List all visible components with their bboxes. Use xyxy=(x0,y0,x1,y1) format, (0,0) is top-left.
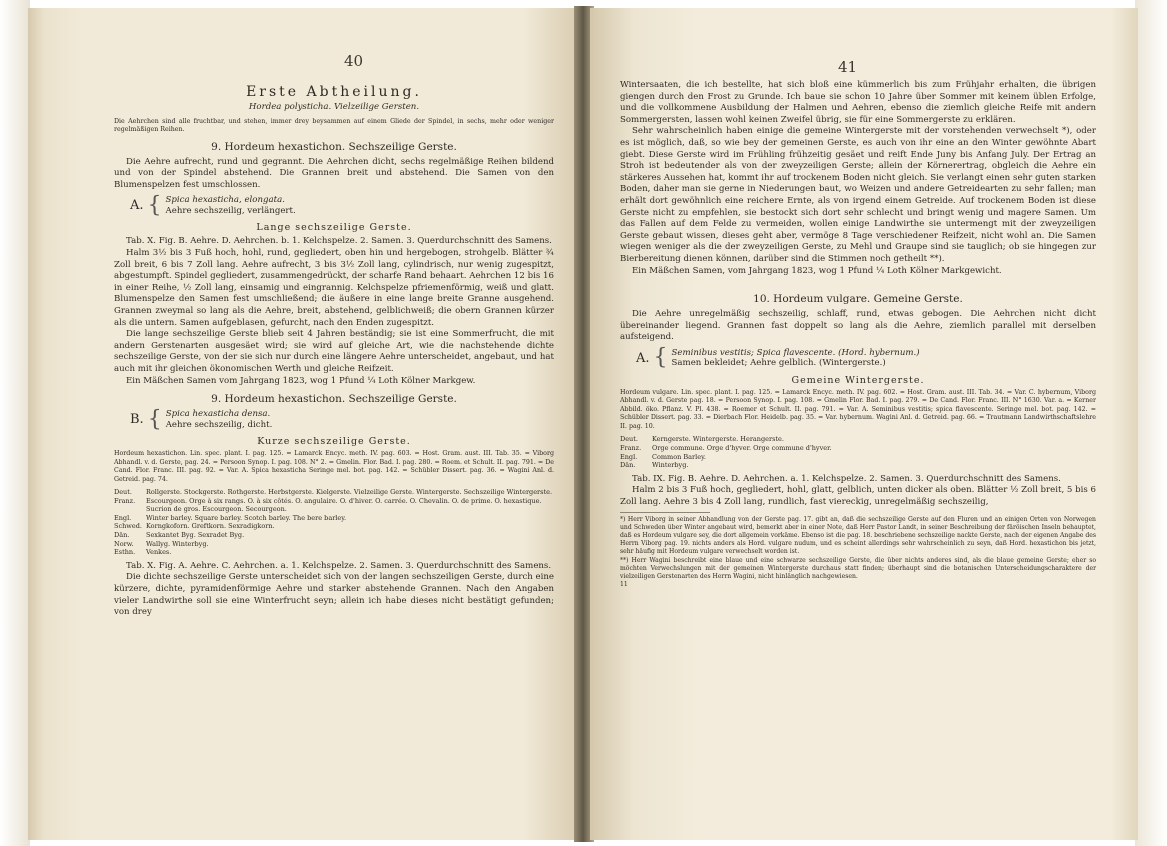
variety-german: Aehre sechszeilig, verlängert. xyxy=(165,205,296,216)
variety-heading: Lange sechszeilige Gerste. xyxy=(256,222,412,234)
variety-letter: A. xyxy=(130,198,144,214)
brace-glyph: { xyxy=(653,345,668,371)
plate-reference: Tab. IX. Fig. B. Aehre. D. Aehrchen. a. 1. Kelchspelze. 2. Samen. 3. Querdurchschnitt des Samens. xyxy=(632,473,1061,484)
plate-reference: Tab. X. Fig. B. Aehre. D. Aehrchen. b. 1. Kelchspelze. 2. Samen. 3. Querdurchschnitt des Samens. xyxy=(126,236,552,247)
name-text: Winter barley. Square barley. Scotch barley. The bere barley. xyxy=(146,513,347,522)
name-text: Sexkantet Byg. Sexradet Byg. xyxy=(146,531,245,540)
name-lang: Esthn. xyxy=(114,548,136,557)
seed-weight: Ein Mäßchen Samen vom Jahrgang 1823, wog 1 Pfund ¼ Loth Kölner Markgew. xyxy=(126,375,476,386)
literature-references: Hordeum vulgare. Lin. spec. plant. I. pag. 125. = Lamarck Encyc. meth. IV. pag. 602. = Host. Gram. aust. III. Tab. 34. = Var. C. hybernum, Viborg Abhandl. v. d. Gerste pag. 18. = Persoon Synop. I. pag. 108. = Gmelin Flor. Bad. I. pag. 279. = De Cand. Flor. Franc. III. N° 1630. Var. a. = Kerner Abbild. öko. Pflanz. V. Pl. 438. = Roemer et Schult. II. pag. 791. = Var. A. Seminibus vestitis; spica flavescente. Seringe mel. bot. pag. 142. = Schübler Dissert. pag. 33. = Dierbach Flor. Heidelb. pag. 35. = Var. hybernum. Wagini Anl. d. Getreid. pag. 66. = Trautmann Landwirthschaftslehre II. pag. 10. xyxy=(620,388,1096,430)
left-page-content xyxy=(114,56,554,619)
variety-german: Samen bekleidet; Aehre gelblich. (Wintergerste.) xyxy=(671,358,886,369)
page-number: 40 xyxy=(344,52,364,70)
variety-letter: B. xyxy=(130,412,144,428)
literature-references: Hordeum hexastichon. Lin. spec. plant. I. pag. 125. = Lamarck Encyc. meth. IV. pag. 603. = Host. Gram. aust. III. Tab. 35. = Viborg Abhandl. v. d. Gerste, pag. 24. = Persoon Synop. I. pag. 108. N° 2. = Gmelin. Flor. Bad. I. pag. 280. = Roem. et Schult. II. pag. 791. = De Cand. Flor. Franc. III. pag. 92. = Var. A. Spica hexasticha Seringe mel. bot. pag. 142. = Schübler Dissert. pag. 36. = Wagini Anl. d. Getreid. pag. 74. xyxy=(114,450,554,483)
seed-weight: Ein Mäßchen Samen, vom Jahrgang 1823, wog 1 Pfund ¼ Loth Kölner Markgewicht. xyxy=(632,265,1002,276)
cultivation-notes: Die lange sechszeilige Gerste blieb seit 4 Jahren beständig; sie ist eine Sommerfrucht, die mit andern Gerstenarten ausgesäet wird; sie wird auf gleiche Art, wie die nachstehende dichte sechszeilige Gerste, von der sie sich nur durch eine längere Aehre unterscheidet, angebaut, und hat auch mit ihr gleichen ökonomischen Werth und gleiche Reifzeit. xyxy=(114,329,554,374)
name-lang: Franz. xyxy=(114,496,136,505)
division-title: Hordea polysticha. Vielzeilige Gersten. xyxy=(248,102,420,112)
name-lang: Norw. xyxy=(114,539,134,548)
name-text: Escourgeon. Orge à six rangs. O. à six côtés. O. angulaire. O. d'hiver. O. carrée. O. Chevalin. O. de prime. O. hexastique. Sucrion de gros. Escourgeon. Secourgeon. xyxy=(146,496,542,514)
name-text: Winterbyg. xyxy=(652,461,689,470)
variety-b-diagnosis xyxy=(130,406,554,432)
variety-german: Aehre sechszeilig, dicht. xyxy=(165,419,273,430)
vernacular-names xyxy=(114,488,554,557)
variety-letter: A. xyxy=(636,350,650,366)
name-text: Wallyg. Winterbyg. xyxy=(146,539,209,548)
variety-latin: Seminibus vestitis; Spica flavescente. (Hord. hybernum.) xyxy=(671,347,920,358)
brace-glyph: { xyxy=(147,192,162,218)
section-heading: Erste Abtheilung. xyxy=(246,84,422,100)
variety-description: Die dichte sechszeilige Gerste unterscheidet sich von der langen sechszeiligen Gerste, durch eine kürzere, dichte, pyramidenförmige Aehre und starker abstehende Grannen. Nach den Angaben vieler Landwirthe soll sie eine Winterfrucht seyn; allein ich habe dieses nicht bestätigt gefunden; von drey xyxy=(114,572,554,618)
species-heading: 9. Hordeum hexastichon. Sechszeilige Gerste. xyxy=(211,140,457,153)
footnote: **) Herr Wagini beschreibt eine blaue und eine schwarze sechszeilige Gerste, die über nichts anderes sind, als die blaue gemeine Gerste; eher so möchten Verwechslungen mit der gemeinen Wintergerste durchaus statt finden; überhaupt sind die botanischen Unterscheidungscharaktere der vielzeiligen Gerstenarten des Herrn Wagini, nicht hinlänglich nachgewiesen. xyxy=(620,556,1096,580)
plate-reference: Tab. X. Fig. A. Aehre. C. Aehrchen. a. 1. Kelchspelze. 2. Samen. 3. Querdurchschnitt des Samens. xyxy=(126,560,552,571)
name-lang: Schwed. xyxy=(114,522,142,531)
variety-latin: Spica hexasticha densa. xyxy=(165,409,271,420)
name-lang: Engl. xyxy=(114,513,132,522)
right-page xyxy=(590,8,1138,840)
division-description: Die Aehrchen sind alle fruchtbar, und stehen, immer drey beysammen auf einem Gliede der Spindel, in sechs, mehr oder weniger regelmäßigen Reihen. xyxy=(114,117,554,134)
species-heading: 10. Hordeum vulgare. Gemeine Gerste. xyxy=(753,293,963,306)
footnote: *) Herr Viborg in seiner Abhandlung von der Gerste pag. 17. gibt an, daß die sechszeilige Gerste auf den Fluren und an einigen Orten von Norwegen und Schweden über Winter angebaut wird, bemerkt aber in einer Note, daß Herr Pastor Landt, in seiner Beschreibung der färöischen Inseln behauptet, daß es Hordeum vulgare sey, die dort allgemein vorkäme. Ebenso ist die pag. 18. beschriebene sechszeilige nackte Gerste, nach der eigenen Angabe des Herrn Viborg pag. 19. nichts anders als Hord. vulgare nudum, und es scheint allerdings sehr wahrscheinlich zu seyn, daß Hord. hexastichon bis jetzt, sehr häufig mit Hordeum vulgare verwechselt worden ist. xyxy=(620,515,1096,556)
species-heading-repeat: 9. Hordeum hexastichon. Sechszeilige Gerste. xyxy=(211,393,457,406)
brace-glyph: { xyxy=(147,406,162,432)
variety-heading: Kurze sechszeilige Gerste. xyxy=(257,436,411,448)
name-lang: Engl. xyxy=(620,452,638,461)
name-lang: Deut. xyxy=(114,488,132,497)
name-lang: Franz. xyxy=(620,443,642,452)
name-text: Rollgerste. Stockgerste. Rothgerste. Herbstgerste. Kielgerste. Vielzeilige Gerste. Wintergerste. Sechszeilige Wintergerste. xyxy=(146,488,553,497)
name-lang: Dän. xyxy=(620,461,636,470)
name-lang: Dän. xyxy=(114,531,130,540)
paragraph: Sehr wahrscheinlich haben einige die gemeine Wintergerste mit der vorstehenden verwechselt *), oder es ist möglich, daß, so wie bey der gemeinen Gerste, es auch von ihr eine an den Winter gewöhnte Abart giebt. Diese Gerste wird im Frühling frühzeitig gesäet und reift Ende Juny bis Anfang July. Der Ertrag an Stroh ist bedeutender als von der zweyzeiligen Gerste; allein der Körnerertrag, obgleich die Aehre ein stärkeres Aussehen hat, kommt ihr auf trockenem Boden nicht gleich. Sie verlangt einen sehr guten starken Boden, daher man sie gerne in Niederungen baut, wo Weizen und andere Getreidearten zu sehr fallen; man erhält dort gewöhnlich eine reichere Ernte, als von irgend einem Getreide. Auf trockenem Boden ist diese Gerste nicht zu empfehlen, sie bestockt sich dort sehr schlecht und bringt wenig und magere Samen. Um das Fallen auf dem Felde zu vermeiden, wollen einige Landwirthe sie untermengt mit der zweyzeiligen Gerste gebaut wissen, dieses geht aber, vermöge 8 Tage verschiedener Reifzeit, nicht wohl an. Die Samen wiegen weniger als die der zweyzeiligen Gerste, zu Mehl und Graupe sind sie tauglich; ob sie hingegen zur Bierbereitung dienen können, darüber sind die Stimmen noch getheilt **). xyxy=(620,126,1096,264)
name-text: Korngkoforn. Greftkorn. Sexradigkorn. xyxy=(146,522,275,531)
species-description: Die Aehre unregelmäßig sechszeilig, schlaff, rund, etwas gebogen. Die Aehrchen nicht dicht übereinander liegend. Grannen fast doppelt so lang als die Aehre, ziemlich parallel mit derselben aufsteigend. xyxy=(620,309,1096,343)
name-lang: Deut. xyxy=(620,435,638,444)
footnote-rule xyxy=(620,512,710,513)
name-text: Common Barley. xyxy=(652,452,706,461)
name-text: Kerngerste. Wintergerste. Herangerste. xyxy=(652,435,784,444)
variety-a-diagnosis xyxy=(636,345,1096,371)
right-page-content xyxy=(620,80,1096,589)
vernacular-names xyxy=(620,435,1096,469)
signature-mark: 11 xyxy=(620,581,628,589)
name-text: Venkes. xyxy=(146,548,172,557)
name-text: Orge commune. Orge d'hyver. Orge commune d'hyver. xyxy=(652,443,832,452)
variety-heading: Gemeine Wintergerste. xyxy=(791,374,925,386)
variety-description: Halm 3½ bis 3 Fuß hoch, hohl, rund, gegliedert, oben hin und hergebogen, strohgelb. Blätter ¾ Zoll breit, 6 bis 7 Zoll lang. Aehre aufrecht, 3 bis 3½ Zoll lang, cylindrisch, nur wenig zugespitzt, abgestumpft. Spindel gegliedert, zusammengedrückt, der scharfe Rand behaart. Aehrchen 12 bis 16 in einer Reihe, ½ Zoll lang, einsamig und eingrannig. Kelchspelze pfriemenförmig, weiß und glatt. Blumenspelze den Samen fest umschließend; die äußere in eine lange breite Granne ausgehend. Grannen zweymal so lang als die Aehre, breit, abstehend, gelblichweiß; die obern Grannen kürzer als die untern. Samen aufgeblasen, gefurcht, nach den Enden zugespitzt. xyxy=(114,247,554,328)
variety-description: Halm 2 bis 3 Fuß hoch, gegliedert, hohl, glatt, gelblich, unten dicker als oben. Blätter ½ Zoll breit, 5 bis 6 Zoll lang. Aehre 3 bis 4 Zoll lang, rundlich, fast viereckig, unregelmäßig sechszeilig, xyxy=(620,485,1096,507)
variety-a-diagnosis xyxy=(130,192,554,218)
page-number: 41 xyxy=(838,58,858,76)
variety-latin: Spica hexasticha, elongata. xyxy=(165,195,285,206)
species-description: Die Aehre aufrecht, rund und gegrannt. Die Aehrchen dicht, sechs regelmäßige Reihen bildend und von der Spindel abstehend. Die Grannen breit und abstehend. Die Samen von den Blumenspelzen fest umschlossen. xyxy=(114,156,554,190)
continued-paragraph: Wintersaaten, die ich bestellte, hat sich bloß eine kümmerlich bis zum Frühjahr erhalten, die übrigen giengen durch den Frost zu Grunde. Ich baue sie schon 10 Jahre über Sommer mit keinem üblen Erfolge, und die vollkommene Ausbildung der Halmen und Aehren, ebenso die ziemlich gleiche Reife mit andern Sommergersten, lassen wohl keinen Zweifel übrig, sie für eine Sommergerste zu erklären. xyxy=(620,80,1096,125)
left-page xyxy=(28,8,578,840)
